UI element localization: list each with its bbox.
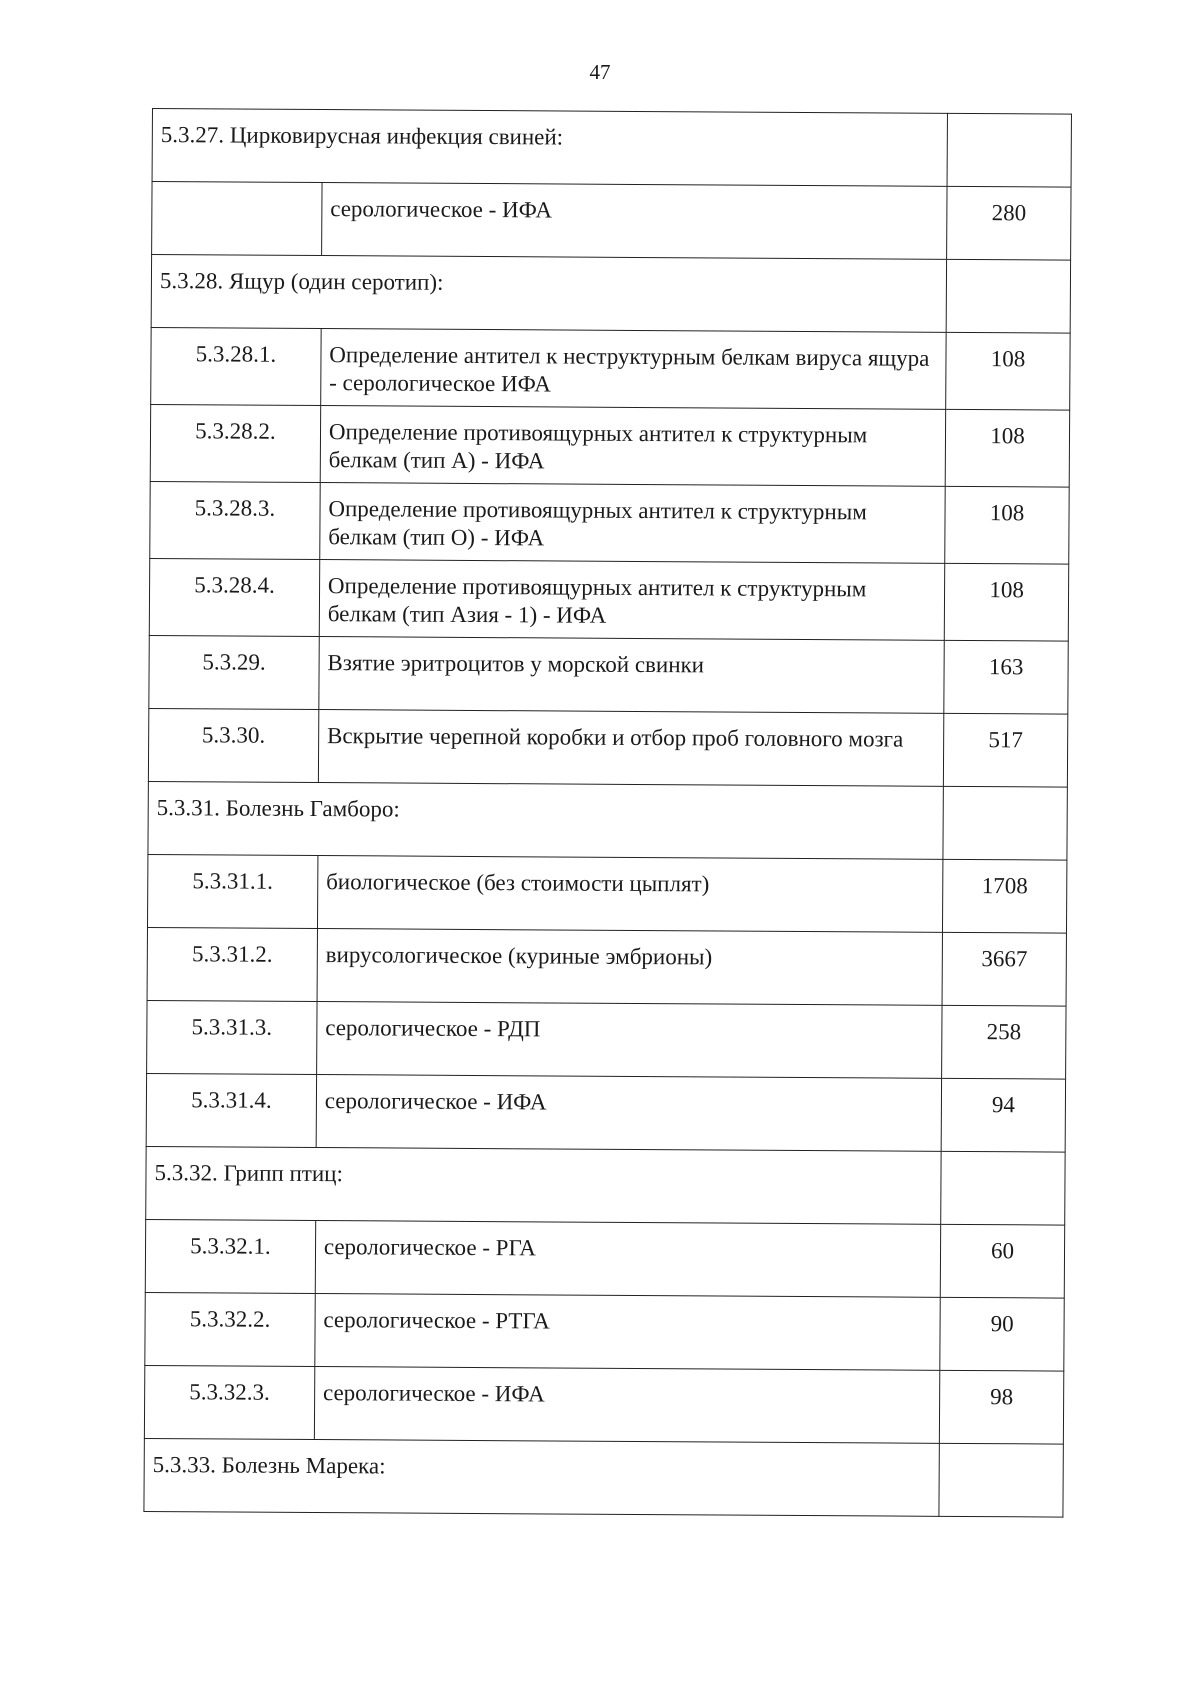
table-row — [146, 1073, 1065, 1152]
table-row — [145, 1292, 1064, 1371]
item-description: Взятие эритроцитов у морской свинки — [319, 637, 945, 714]
section-title: 5.3.32. Грипп птиц: — [146, 1146, 942, 1224]
item-price — [946, 259, 1070, 333]
table-row — [144, 1365, 1063, 1444]
item-description: биологическое (без стоимости цыплят) — [317, 856, 943, 933]
item-price: 280 — [947, 186, 1071, 260]
item-price: 60 — [940, 1224, 1064, 1298]
page-number: 47 — [589, 60, 611, 84]
item-number: 5.3.32.3. — [144, 1365, 314, 1439]
item-price: 108 — [944, 563, 1068, 641]
item-number — [152, 182, 322, 256]
item-description: вирусологическое (куриные эмбрионы) — [317, 929, 943, 1006]
table-row — [145, 1219, 1064, 1298]
item-number: 5.3.29. — [149, 635, 319, 709]
item-price — [947, 113, 1071, 187]
table-row — [150, 404, 1069, 487]
item-number: 5.3.30. — [148, 708, 318, 782]
item-number: 5.3.32.1. — [145, 1219, 315, 1293]
item-description: Вскрытие черепной коробки и отбор проб головного мозга — [318, 710, 944, 787]
item-price: 517 — [943, 713, 1067, 787]
item-description: Определение противоящурных антител к структурным белкам (тип Азия - 1) - ИФА — [319, 560, 945, 641]
item-description: серологическое - РДП — [316, 1002, 942, 1079]
item-price: 163 — [944, 640, 1068, 714]
item-description: серологическое - ИФА — [316, 1075, 942, 1152]
item-price — [941, 1151, 1065, 1225]
item-description: Определение противоящурных антител к структурным белкам (тип А) - ИФА — [320, 406, 946, 487]
item-price: 108 — [946, 332, 1070, 410]
table-row — [152, 182, 1071, 261]
section-title: 5.3.28. Ящур (один серотип): — [151, 255, 947, 333]
table-row — [149, 558, 1068, 641]
section-header-row — [152, 109, 1071, 188]
item-price: 90 — [940, 1297, 1064, 1371]
item-number: 5.3.31.1. — [147, 854, 317, 928]
item-price: 108 — [945, 486, 1069, 564]
item-price: 1708 — [943, 859, 1067, 933]
item-number: 5.3.28.2. — [150, 404, 320, 482]
item-description: серологическое - ИФА — [314, 1367, 940, 1444]
section-title: 5.3.33. Болезнь Марека: — [144, 1438, 940, 1516]
item-price: 108 — [945, 409, 1069, 487]
price-table — [143, 108, 1072, 1518]
item-number: 5.3.28.1. — [151, 327, 321, 405]
item-number: 5.3.31.2. — [147, 927, 317, 1001]
section-title: 5.3.31. Болезнь Гамборо: — [148, 781, 944, 859]
item-price: 258 — [942, 1005, 1066, 1079]
item-description: серологическое - РТГА — [315, 1294, 941, 1371]
section-header-row — [151, 255, 1070, 334]
item-description: Определение антител к неструктурным белкам вируса ящура - серологическое ИФА — [321, 329, 947, 410]
table-row — [147, 854, 1066, 933]
table-row — [148, 708, 1067, 787]
section-header-row — [148, 781, 1067, 860]
section-title: 5.3.27. Цирковирусная инфекция свиней: — [152, 109, 948, 187]
section-header-row — [144, 1438, 1063, 1517]
section-header-row — [146, 1146, 1065, 1225]
item-description: Определение противоящурных антител к структурным белкам (тип О) - ИФА — [320, 483, 946, 564]
item-description: серологическое - ИФА — [321, 183, 947, 260]
price-table-body — [144, 109, 1072, 1518]
item-description: серологическое - РГА — [315, 1221, 941, 1298]
table-row — [147, 1000, 1066, 1079]
item-number: 5.3.31.3. — [147, 1000, 317, 1074]
item-price: 98 — [939, 1370, 1063, 1444]
item-price: 3667 — [942, 932, 1066, 1006]
item-number: 5.3.32.2. — [145, 1292, 315, 1366]
item-price — [943, 786, 1067, 860]
item-price: 94 — [941, 1078, 1065, 1152]
item-number: 5.3.31.4. — [146, 1073, 316, 1147]
table-row — [150, 481, 1069, 564]
table-row — [151, 327, 1070, 410]
table-row — [147, 927, 1066, 1006]
table-row — [149, 635, 1068, 714]
item-price — [939, 1443, 1063, 1517]
item-number: 5.3.28.4. — [149, 558, 319, 636]
item-number: 5.3.28.3. — [150, 481, 320, 559]
